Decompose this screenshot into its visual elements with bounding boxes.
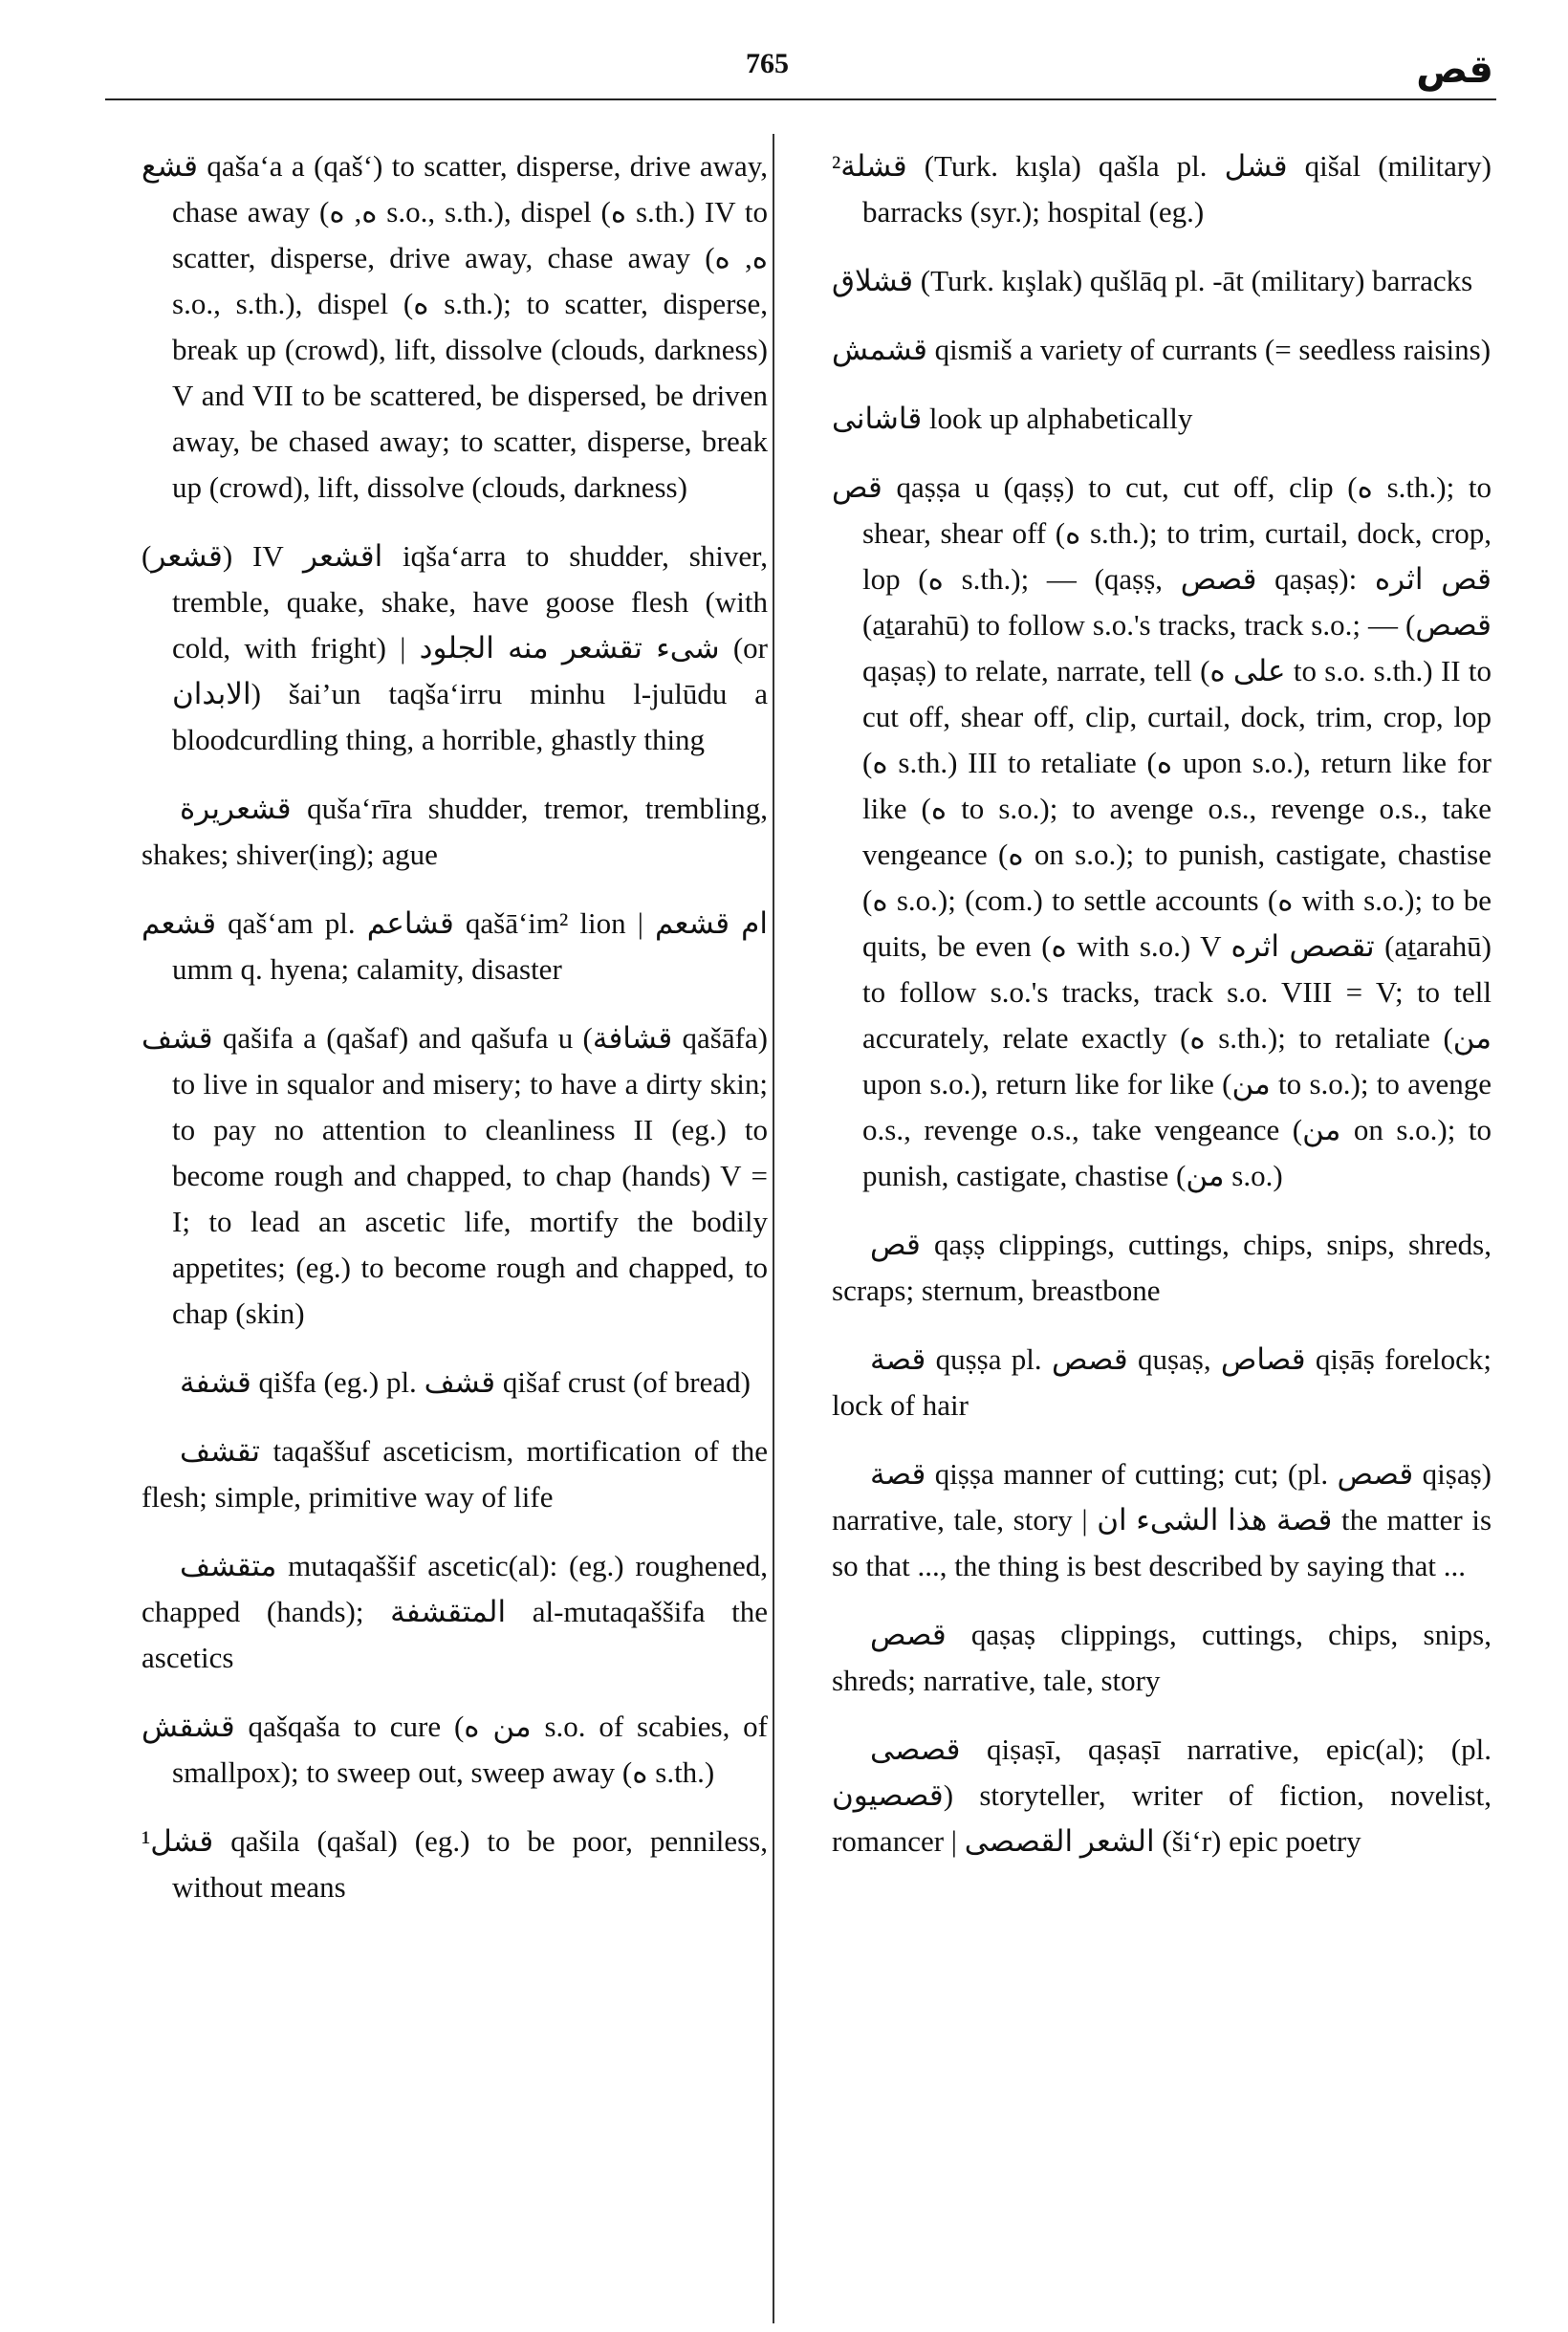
column-divider xyxy=(773,134,774,2323)
entry-qasas: قصص qaṣaṣ clippings, cuttings, chips, snips, shreds; narrative, tale, story xyxy=(832,1618,1492,1697)
entry-qashqasha: قشقش qašqaša to cure (من ه s.o. of scabies, of smallpox); to sweep out, sweep away (ه s.th.) xyxy=(142,1710,769,1789)
entry-qassa: قص qaṣṣa u (qaṣṣ) to cut, cut off, clip (ه s.th.); to shear, shear off (ه s.th.); to trim, curtail, dock, crop, lop (ه s.th.); — (qaṣṣ, قصص qaṣaṣ): قص اثره (aṯarahū) to follow s.o.'s tracks, track s.o.; — (قصص qaṣaṣ) to relate, narrate, tell (على ه to s.o. s.th.) II to cut off, shear off, clip, curtail, dock, trim, crop, lop (ه s.th.) III to retaliate (ه upon s.o.), return like for like (ه to s.o.); to avenge o.s., revenge o.s., take vengeance (ه on s.o.); to punish, castigate, chastise (ه s.o.); (com.) to settle accounts (ه with s.o.); to be quits, be even (ه with s.o.) V تقصص اثره (aṯarahū) to follow s.o.'s tracks, track s.o. VIII = V; to tell accurately, relate exactly (ه s.th.); to retaliate (من upon s.o.), return like for like (من to s.o.); to avenge o.s., revenge o.s., take vengeance (من on s.o.); to punish, castigate, chastise (من s.o.) xyxy=(832,470,1492,1192)
left-column xyxy=(142,143,768,1933)
entry-qishfa: قشفة qišfa (eg.) pl. قشف qišaf crust (of bread) xyxy=(180,1365,751,1399)
entry-qasha-a: قشع qaša‘a a (qaš‘) to scatter, disperse, drive away, chase away (ه, ه s.o., s.th.), dispel (ه s.th.) IV to scatter, disperse, drive away, chase away (ه, ه s.o., s.th.), dispel (ه s.th.); to scatter, disperse, break up (crowd), lift, dissolve (clouds, darkness) V and VII to be scattered, be dispersed, be driven away, be chased away; to scatter, disperse, break up (crowd), lift, dissolve (clouds, darkness) xyxy=(142,149,769,504)
entry-qissa: قصة qiṣṣa manner of cutting; cut; (pl. قصص qiṣaṣ) narrative, tale, story | قصة هذا الشىء ان the matter is so that ..., the thing is best described by saying that ... xyxy=(832,1457,1492,1582)
right-column xyxy=(832,143,1492,1887)
header-rule xyxy=(105,98,1496,100)
entry-taqashshuf: تقشف taqaššuf asceticism, mortification of the flesh; simple, primitive way of life xyxy=(142,1434,768,1514)
entry-qasham: قشعم qaš‘am pl. قشاعم qašā‘im² lion | ام قشعم umm q. hyena; calamity, disaster xyxy=(142,906,768,986)
root-heading: قص xyxy=(1416,48,1493,92)
entry-mutaqashshif: متقشف mutaqaššif ascetic(al): (eg.) roughened, chapped (hands); المتقشفة al-mutaqaššifa the ascetics xyxy=(142,1549,768,1674)
entry-qushlaq: قشلاق (Turk. kışlak) qušlāq pl. -āt (military) barracks xyxy=(832,264,1473,297)
entry-qismish: قشمش qismiš a variety of currants (= seedless raisins) xyxy=(832,333,1492,366)
entry-qashifa: قشف qašifa a (qašaf) and qašufa u (قشافة qašāfa) to live in squalor and misery; to have a dirty skin; to pay no attention to cleanliness II (eg.) to become rough and chapped, to chap (hands) V = I; to lead an ascetic life, mortify the bodily appetites; (eg.) to become rough and chapped, to chap (skin) xyxy=(142,1021,768,1330)
entry-qussa: قصة quṣṣa pl. قصص quṣaṣ, قصاص qiṣāṣ forelock; lock of hair xyxy=(832,1342,1492,1422)
entry-qisasi: قصصى qiṣaṣī, qaṣaṣī narrative, epic(al); (pl. قصصيون) storyteller, writer of fiction, novelist, romancer | الشعر القصصى (ši‘r) epic poetry xyxy=(832,1733,1492,1858)
entry-qass: قص qaṣṣ clippings, cuttings, chips, snips, shreds, scraps; sternum, breastbone xyxy=(832,1228,1492,1307)
entry-qushaarira: قشعريرة quša‘rīra shudder, tremor, trembling, shakes; shiver(ing); ague xyxy=(142,792,768,871)
page-number: 765 xyxy=(746,48,789,79)
entry-qashla: ²قشلة (Turk. kışla) qašla pl. قشل qišal (military) barracks (syr.); hospital (eg.) xyxy=(832,149,1492,229)
entry-qashila: ¹قشل qašila (qašal) (eg.) to be poor, penniless, without means xyxy=(142,1824,768,1904)
page-header xyxy=(0,0,1568,105)
entry-iqsharra: (قشعر) IV اقشعر iqša‘arra to shudder, shiver, tremble, quake, shake, have goose flesh (with cold, with fright) | شىء تقشعر منه الجلود (or الابدان) šai’un taqša‘irru minhu l-julūdu a bloodcurdling thing, a horrible, ghastly thing xyxy=(142,539,768,756)
entry-qashani: قاشانى look up alphabetically xyxy=(832,402,1193,435)
